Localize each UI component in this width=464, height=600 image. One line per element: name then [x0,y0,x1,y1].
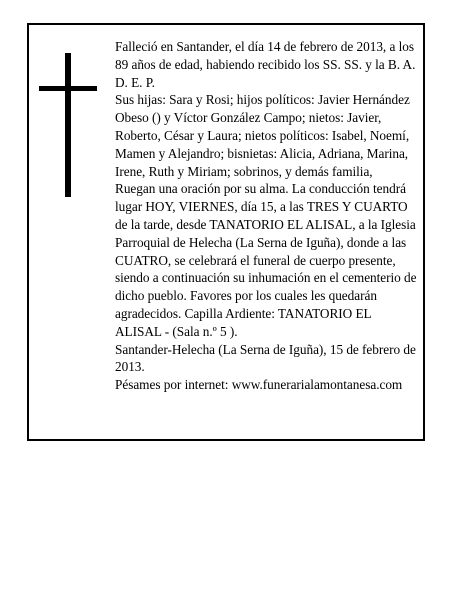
rip-line: D. E. P. [115,74,155,90]
latin-cross-icon [39,53,97,197]
death-announcement: Falleció en Santander, el día 14 de febrero de 2013, a los 89 años de edad, habiendo recibido los SS. SS. y la B. A. [115,39,416,72]
condolences-website: Pésames por internet: www.funerarialamontanesa.com [115,377,403,393]
funeral-details: Ruegan una oración por su alma. La conducción tendrá lugar HOY, VIERNES, día 15, a las TRES Y CUARTO de la tarde, desde TANATORIO EL ALISAL, a la Iglesia Parroquial de Helecha (La Serna de Iguña), donde a las CUATRO, se celebrará el funeral de cuerpo presente, siendo a continuación su inhumación en el cementerio de dicho pueblo. Favores por los cuales les quedarán agradecidos. Capilla Ardiente: TANATORIO EL ALISAL - (Sala n.º 5 ). [115,181,417,339]
cross-vertical-bar [65,53,71,197]
cross-horizontal-bar [39,86,97,91]
obituary-text [115,38,417,394]
place-date-line: Santander-Helecha (La Serna de Iguña), 15 de febrero de 2013. [115,341,416,375]
family-list: Sus hijas: Sara y Rosi; hijos políticos: Javier Hernández Obeso () y Víctor González Campo; nietos: Javier, Roberto, César y Laura; nietos políticos: Isabel, Noemí, Mamen y Alejandro; bisnietas: Alicia, Adriana, Marina, Irene, Ruth y Miriam; sobrinos, y demás familia, [115,92,410,179]
